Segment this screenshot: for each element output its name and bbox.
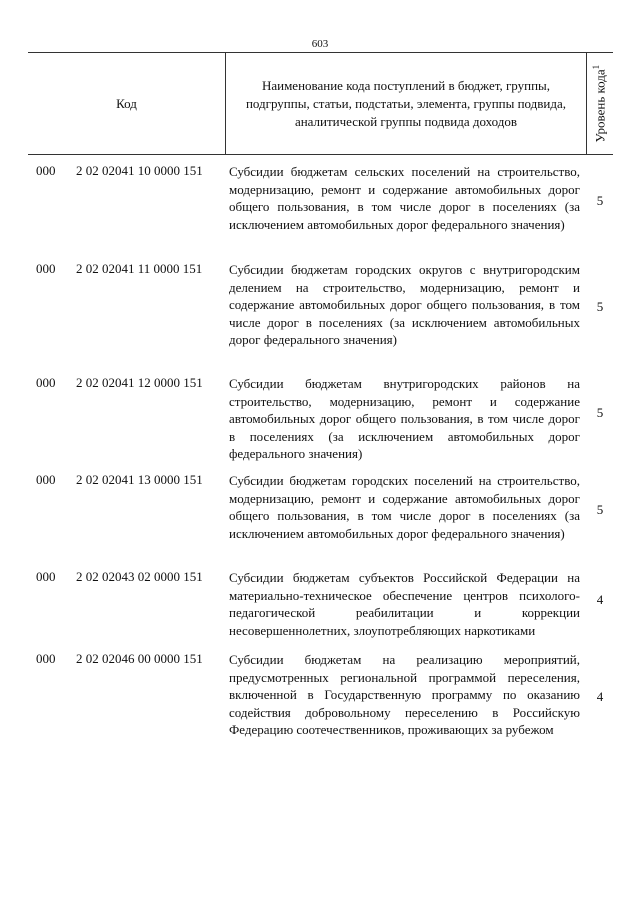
row-level: 5 <box>596 405 604 420</box>
row-budget-code: 2 02 02043 02 0000 151 <box>76 569 203 584</box>
row-admin-code: 000 <box>36 569 56 584</box>
header-level <box>586 53 613 154</box>
header-name: Наименование кода поступлений в бюджет, группы, подгруппы, статьи, подстатьи, элемента, группы подвида, аналитической группы подвида доходов <box>225 53 586 154</box>
row-admin-code: 000 <box>36 261 56 276</box>
row-budget-code: 2 02 02041 12 0000 151 <box>76 375 203 390</box>
row-name: Субсидии бюджетам на реализацию мероприятий, предусмотренных региональной программой переселения, включенной в Государственную программу по оказанию содействия добровольному переселению в Российскую Федерацию соотечественников, проживающих за рубежом <box>229 652 580 737</box>
row-level: 4 <box>596 689 604 704</box>
row-name: Субсидии бюджетам внутригородских районов на строительство, модернизацию, ремонт и содержание автомобильных дорог общего пользования, в том числе дорог в поселениях (за исключением автомобильных дорог федерального значения) <box>229 376 580 461</box>
row-level: 5 <box>596 299 604 314</box>
row-budget-code: 2 02 02041 10 0000 151 <box>76 163 203 178</box>
header-level-label <box>591 65 608 143</box>
header-level-text: Уровень кода <box>592 69 608 143</box>
row-level: 5 <box>596 193 604 208</box>
row-budget-code: 2 02 02041 11 0000 151 <box>76 261 203 276</box>
row-budget-code: 2 02 02046 00 0000 151 <box>76 651 203 666</box>
row-name: Субсидии бюджетам городских округов с внутригородским делением на строительство, модернизацию, ремонт и содержание автомобильных дорог общего пользования, в том числе дорог в поселениях (за исключением автомобильных дорог федерального значения) <box>229 262 580 347</box>
row-admin-code: 000 <box>36 651 56 666</box>
row-admin-code: 000 <box>36 472 56 487</box>
row-budget-code: 2 02 02041 13 0000 151 <box>76 472 203 487</box>
header-level-footnote: 1 <box>591 64 602 70</box>
row-level: 5 <box>596 502 604 517</box>
row-name: Субсидии бюджетам сельских поселений на строительство, модернизацию, ремонт и содержание автомобильных дорог общего пользования, в том числе дорог в поселениях (за исключением автомобильных дорог федерального значения) <box>229 164 580 232</box>
table-header <box>28 52 613 155</box>
header-code: Код <box>116 95 137 111</box>
row-name: Субсидии бюджетам городских поселений на строительство, модернизацию, ремонт и содержание автомобильных дорог общего пользования, в том числе дорог в поселениях (за исключением автомобильных дорог федерального значения) <box>229 473 580 541</box>
page-number: 603 <box>311 38 329 50</box>
row-level: 4 <box>596 592 604 607</box>
row-admin-code: 000 <box>36 375 56 390</box>
row-name: Субсидии бюджетам субъектов Российской Федерации на материально-техническое обеспечение центров психолого-педагогической реабилитации и коррекции несовершеннолетних, злоупотребляющих наркотиками <box>229 570 580 638</box>
row-admin-code: 000 <box>36 163 56 178</box>
